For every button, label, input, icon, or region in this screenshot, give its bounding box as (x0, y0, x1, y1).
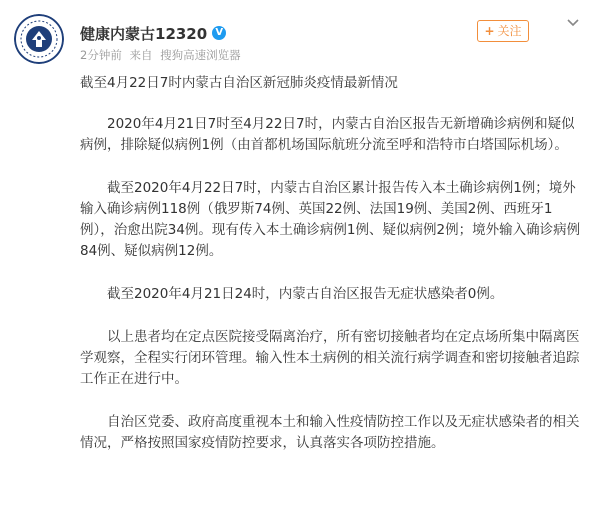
post-time[interactable]: 2分钟前 (80, 48, 122, 62)
account-name[interactable]: 健康内蒙古12320 (80, 24, 208, 43)
account-name-row (80, 22, 226, 44)
chevron-down-icon[interactable] (566, 16, 580, 30)
post-paragraph: 2020年4月21日7时至4月22日7时，内蒙古自治区报告无新增确诊病例和疑似病例，排除疑似病例1例（由首都机场国际航班分流至呼和浩特市白塔国际机场）。 (80, 116, 575, 153)
post-body (80, 114, 586, 476)
post-header (0, 0, 600, 70)
avatar[interactable] (14, 14, 64, 64)
post-paragraph: 截至2020年4月21日24时，内蒙古自治区报告无症状感染者0例。 (107, 286, 504, 302)
org-logo-icon (14, 14, 64, 64)
verified-badge-icon: V (212, 26, 226, 40)
post-title: 截至4月22日7时内蒙古自治区新冠肺炎疫情最新情况 (80, 75, 398, 91)
post-paragraph: 自治区党委、政府高度重视本土和输入性疫情防控工作以及无症状感染者的相关情况，严格按照国家疫情防控要求，认真落实各项防控措施。 (80, 414, 580, 451)
follow-label: 关注 (497, 24, 522, 38)
post-paragraph: 截至2020年4月22日7时，内蒙古自治区累计报告传入本土确诊病例1例；境外输入确诊病例118例（俄罗斯74例、英国22例、法国19例、美国2例、西班牙1例），治愈出院34例。现有传入本土确诊病例1例、疑似病例2例；境外输入确诊病例84例、疑似病例12例。 (80, 180, 581, 259)
post-source[interactable]: 搜狗高速浏览器 (160, 48, 241, 62)
post-meta (80, 47, 245, 63)
post-paragraph: 以上患者均在定点医院接受隔离治疗，所有密切接触者均在定点场所集中隔离医学观察，全程实行闭环管理。输入性本土病例的相关流行病学调查和密切接触者追踪工作正在进行中。 (80, 329, 580, 387)
source-prefix: 来自 (129, 48, 153, 62)
follow-button[interactable] (477, 20, 529, 42)
plus-icon: + (484, 24, 495, 38)
